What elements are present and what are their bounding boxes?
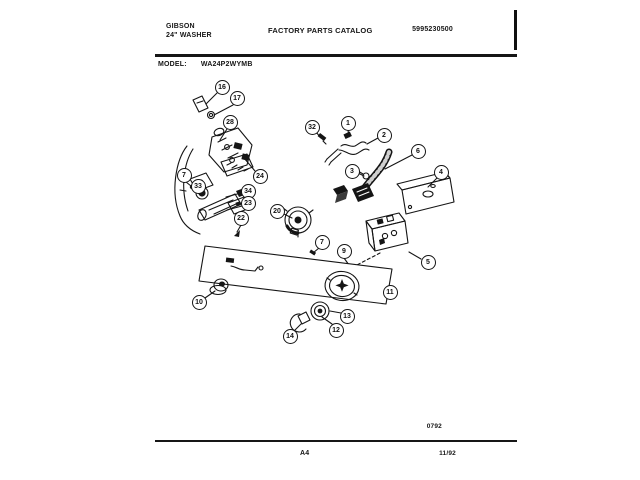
screw-32-drawing [318,133,327,144]
callout-2: 2 [377,128,392,143]
wire-pigtail-drawing [325,131,369,179]
callout-20: 20 [270,204,285,219]
water-valve-drawing [209,127,253,176]
switch-drawing [228,196,253,214]
appliance-type: 24" WASHER [166,32,212,39]
timer-motor-drawing [283,207,313,237]
callout-16: 16 [215,80,230,95]
wiring-harness-drawing [352,152,389,202]
revision-code: 0792 [426,423,442,430]
callout-34: 34 [241,184,256,199]
callout-17: 17 [230,91,245,106]
callout-1: 1 [341,116,356,131]
page-number: A4 [300,450,310,457]
callout-3: 3 [345,164,360,179]
callout-28: 28 [223,115,238,130]
callout-32: 32 [305,120,320,135]
callout-6: 6 [411,144,426,159]
callout-7: 7 [315,235,330,250]
callout-23: 23 [241,196,256,211]
knob-cluster-drawing [290,302,329,332]
relay-box-drawing [397,172,454,214]
callout-24: 24 [253,169,268,184]
scan-artifact-line [514,10,517,50]
catalog-title: FACTORY PARTS CATALOG [268,26,373,35]
selector-switch-drawing [353,213,408,267]
callout-14: 14 [283,329,298,344]
callout-7: 7 [177,168,192,183]
model-number: WA24P2WYMB [200,61,253,68]
callout-10: 10 [192,295,207,310]
callout-33: 33 [191,179,206,194]
publication-number: 5995230500 [412,26,453,33]
callout-5: 5 [421,255,436,270]
nut-drawing [333,185,348,203]
model-label: MODEL: [158,61,187,68]
callout-22: 22 [234,211,249,226]
callout-9: 9 [337,244,352,259]
brand-name: GIBSON [166,23,195,30]
footer-rule [155,440,517,442]
callout-12: 12 [329,323,344,338]
date-code: 11/92 [439,450,456,457]
callout-13: 13 [340,309,355,324]
callout-11: 11 [383,285,398,300]
callout-4: 4 [434,165,449,180]
